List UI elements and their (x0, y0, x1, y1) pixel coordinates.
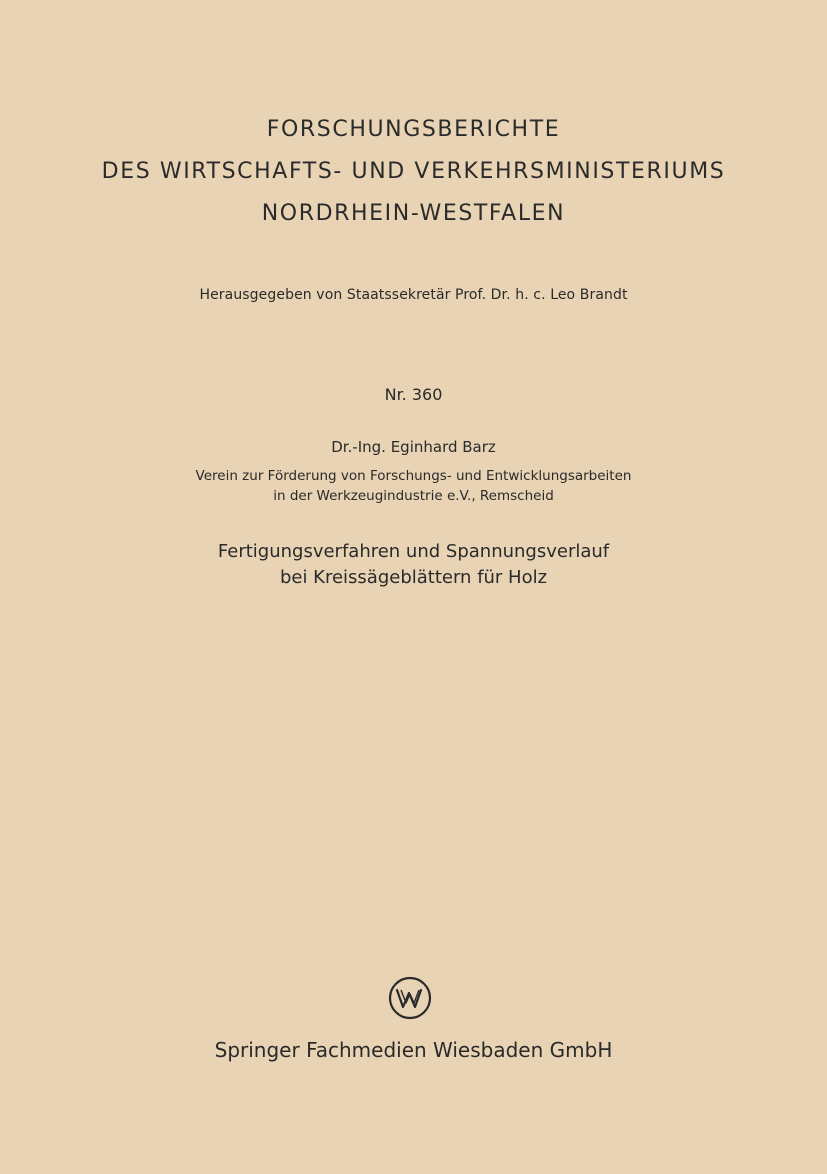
affiliation-line-2: in der Werkzeugindustrie e.V., Remscheid (273, 488, 554, 504)
springer-logo-icon (388, 976, 432, 1020)
editor-line: Herausgegeben von Staatssekretär Prof. Dr. h. c. Leo Brandt (199, 287, 628, 303)
affiliation-line-1: Verein zur Förderung von Forschungs- und Entwicklungsarbeiten (195, 468, 632, 484)
publisher-name: Springer Fachmedien Wiesbaden GmbH (214, 1038, 613, 1062)
series-title-line-3: NORDRHEIN-WESTFALEN (261, 201, 566, 226)
author-name: Dr.-Ing. Eginhard Barz (331, 438, 496, 456)
series-title-line-2: DES WIRTSCHAFTS- UND VERKEHRSMINISTERIUMS (101, 159, 726, 184)
volume-number: Nr. 360 (384, 385, 443, 404)
book-title-line-2: bei Kreissägeblättern für Holz (279, 567, 548, 588)
series-title-line-1: FORSCHUNGSBERICHTE (266, 117, 561, 142)
book-title-line-1: Fertigungsverfahren und Spannungsverlauf (217, 541, 610, 562)
